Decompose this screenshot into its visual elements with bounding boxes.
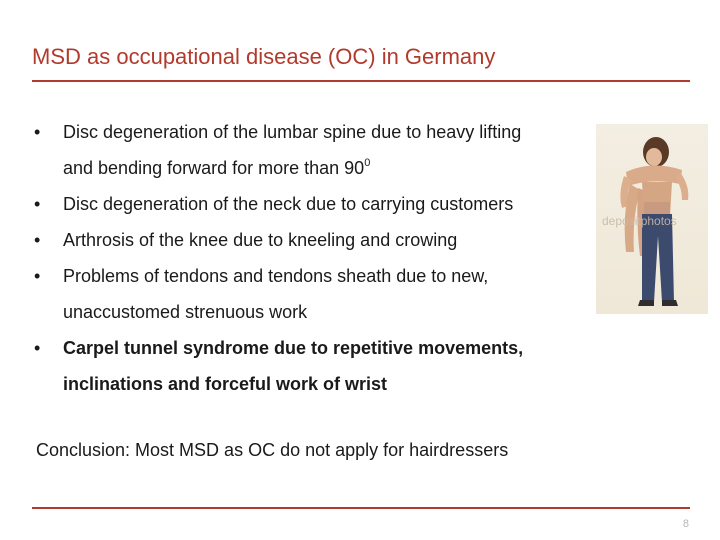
footer-rule (32, 507, 690, 509)
bullet-text: Carpel tunnel syndrome due to repetitive movements, (63, 338, 524, 358)
bullet-text-continued: and bending forward for more than $90^0$ (63, 157, 371, 178)
photo-watermark: depositphotos (602, 214, 677, 228)
bullet-text: Arthrosis of the knee due to kneeling and crowing (63, 230, 458, 250)
page-number: 8 (682, 518, 689, 530)
bullet-text: Disc degeneration of the lumbar spine due to heavy lifting (63, 122, 522, 142)
bullet-text: Problems of tendons and tendons sheath due to new, (63, 266, 489, 286)
bullet-text: Disc degeneration of the neck due to carrying customers (63, 194, 514, 214)
bullet-text-continued: unaccustomed strenuous work (63, 302, 308, 322)
bullet-text-continued: inclinations and forceful work of wrist (63, 374, 388, 394)
conclusion-text: Conclusion: Most MSD as OC do not apply for hairdressers (36, 440, 509, 460)
bullet-marker: • (34, 122, 41, 142)
bullet-marker: • (34, 338, 41, 358)
bullet-marker: • (34, 194, 41, 214)
bullet-marker: • (34, 230, 41, 250)
title-underline (32, 80, 690, 82)
stock-photo (596, 124, 708, 314)
degree-superscript: 0 (364, 157, 371, 169)
bullet-marker: • (34, 266, 41, 286)
slide-title: MSD as occupational disease (OC) in Germany (32, 44, 496, 69)
